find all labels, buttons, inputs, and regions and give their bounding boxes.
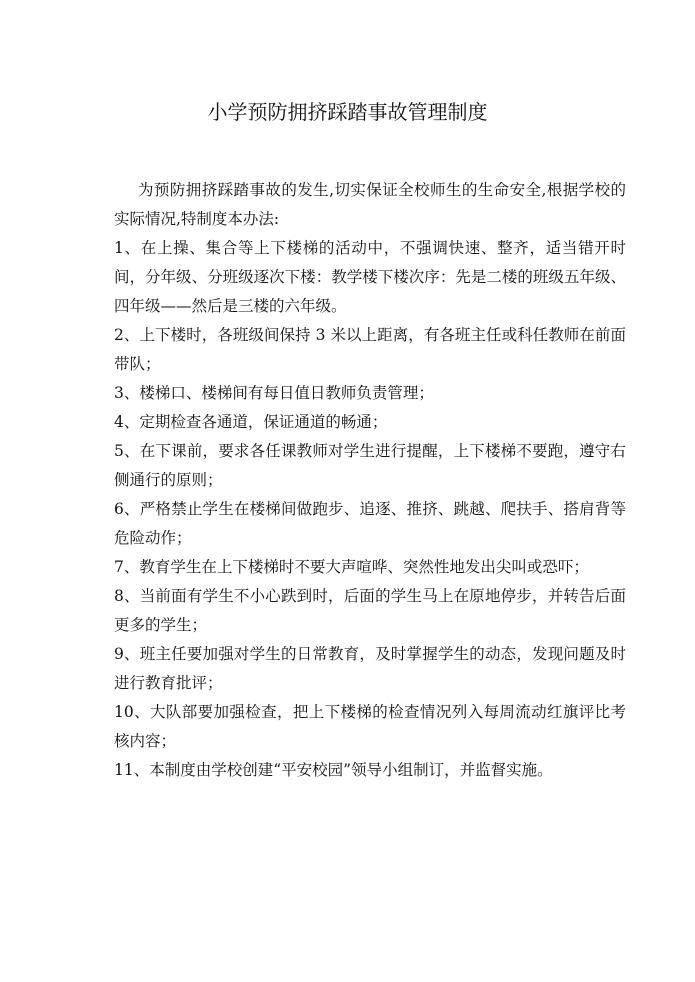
rule-item-3: 3、楼梯口、楼梯间有每日值日教师负责管理； (114, 384, 434, 402)
rule-item-10: 10、大队部要加强检查，把上下楼梯的检查情况列入每周流动红旗评比考核内容； (114, 703, 626, 750)
intro-paragraph: 为预防拥挤踩踏事故的发生,切实保证全校师生的生命安全,根据学校的实际情况,特制度本办法: (114, 181, 626, 228)
rule-item-7: 7、教育学生在上下楼梯时不要大声喧哗、突然性地发出尖叫或恐吓； (114, 558, 589, 576)
rule-item-8: 8、当前面有学生不小心跌到时，后面的学生马上在原地停步，并转告后面更多的学生； (114, 587, 626, 634)
rule-item-4: 4、定期检查各通道，保证通道的畅通； (114, 413, 388, 431)
rule-item-1: 1、在上操、集合等上下楼梯的活动中，不强调快速、整齐，适当错开时间，分年级、分班级逐次下楼：教学楼下楼次序：先是二楼的班级五年级、四年级——然后是三楼的六年级。 (114, 239, 626, 315)
rule-item-6: 6、严格禁止学生在楼梯间做跑步、追逐、推挤、跳越、爬扶手、搭肩背等危险动作； (114, 500, 626, 547)
rule-item-9: 9、班主任要加强对学生的日常教育，及时掌握学生的动态，发现问题及时进行教育批评； (114, 645, 626, 692)
rule-item-11: 11、本制度由学校创建“平安校园”领导小组制订，并监督实施。 (114, 761, 553, 779)
rule-item-5: 5、在下课前，要求各任课教师对学生进行提醒，上下楼梯不要跑，遵守右侧通行的原则； (114, 442, 626, 489)
rule-item-2: 2、上下楼时，各班级间保持 3 米以上距离，有各班主任或科任教师在前面带队； (114, 326, 626, 373)
page-title: 小学预防拥挤踩踏事故管理制度 (207, 100, 488, 124)
document-body (114, 176, 626, 785)
